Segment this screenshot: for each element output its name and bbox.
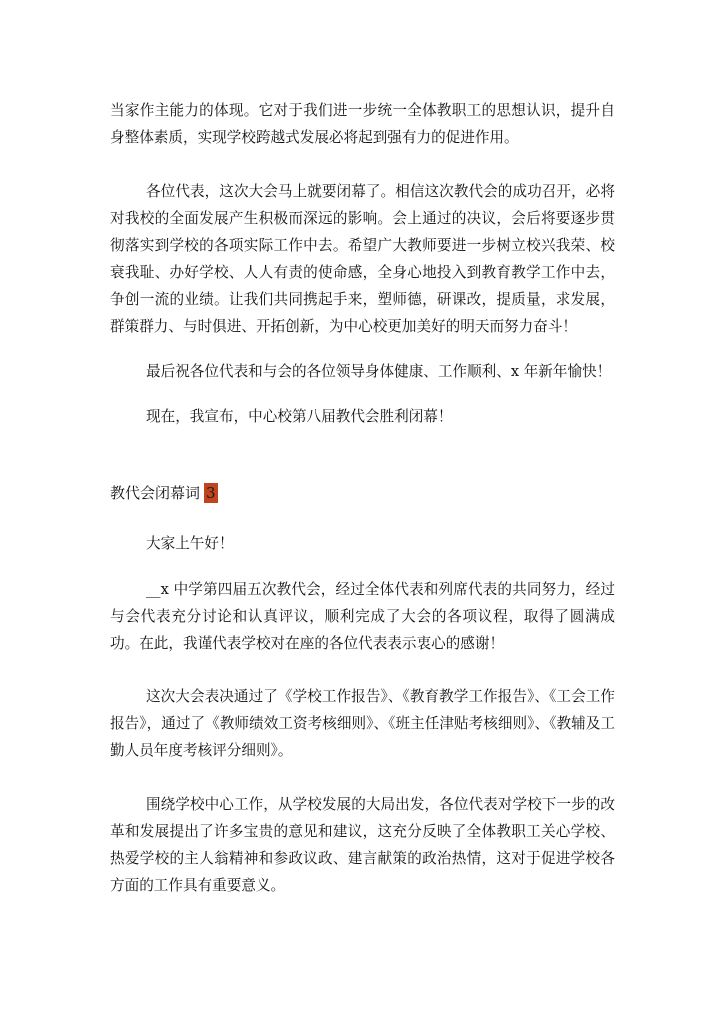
paragraph-text: 这次大会表决通过了《学校工作报告》、《教育教学工作报告》、《工会工作报告》，通过了《教师绩效工资考核细则》、《班主任津贴考核细则》、《教辅及工勤人员年度考核评分细则》。 xyxy=(110,688,615,759)
paragraph-greeting xyxy=(110,530,615,557)
paragraph-closing xyxy=(110,178,615,340)
paragraph-text: 现在，我宣布，中心校第八届教代会胜利闭幕！ xyxy=(146,408,453,425)
paragraph-wishes xyxy=(110,358,615,385)
paragraph-text: 最后祝各位代表和与会的各位领导身体健康、工作顺利、x 年新年愉快！ xyxy=(146,363,612,380)
paragraph-announcement xyxy=(110,403,615,430)
paragraph-focus xyxy=(110,791,615,899)
paragraph-text: 各位代表，这次大会马上就要闭幕了。相信这次教代会的成功召开，必将对我校的全面发展产生积极而深远的影响。会上通过的决议，会后将要逐步贯彻落实到学校的各项实际工作中去。希望广大教师要进一步树立校兴我荣、校衰我耻、办好学校、人人有责的使命感，全身心地投入到教育教学工作中去，争创一流的业绩。让我们共同携起手来，塑师德，研课改，提质量，求发展，群策群力、与时俱进、开拓创新，为中心校更加美好的明天而努力奋斗！ xyxy=(110,183,615,335)
heading-number-badge: 3 xyxy=(206,484,216,502)
paragraph-text: __x 中学第四届五次教代会，经过全体代表和列席代表的共同努力，经过与会代表充分讨论和认真评议，顺利完成了大会的各项议程，取得了圆满成功。在此，我谨代表学校对在座的各位代表表示衷心的感谢！ xyxy=(110,581,615,652)
paragraph-reports xyxy=(110,683,615,764)
section-heading xyxy=(110,482,615,504)
heading-title: 教代会闭幕词 xyxy=(110,484,201,502)
paragraph-text: 大家上午好！ xyxy=(146,535,234,552)
paragraph-introduction xyxy=(110,576,615,657)
paragraph-continuation xyxy=(110,97,615,151)
paragraph-text: 当家作主能力的体现。它对于我们进一步统一全体教职工的思想认识，提升自身整体素质，实现学校跨越式发展必将起到强有力的促进作用。 xyxy=(110,102,615,146)
paragraph-text: 围绕学校中心工作，从学校发展的大局出发，各位代表对学校下一步的改革和发展提出了许多宝贵的意见和建议，这充分反映了全体教职工关心学校、热爱学校的主人翁精神和参政议政、建言献策的政治热情，这对于促进学校各方面的工作具有重要意义。 xyxy=(110,796,615,894)
